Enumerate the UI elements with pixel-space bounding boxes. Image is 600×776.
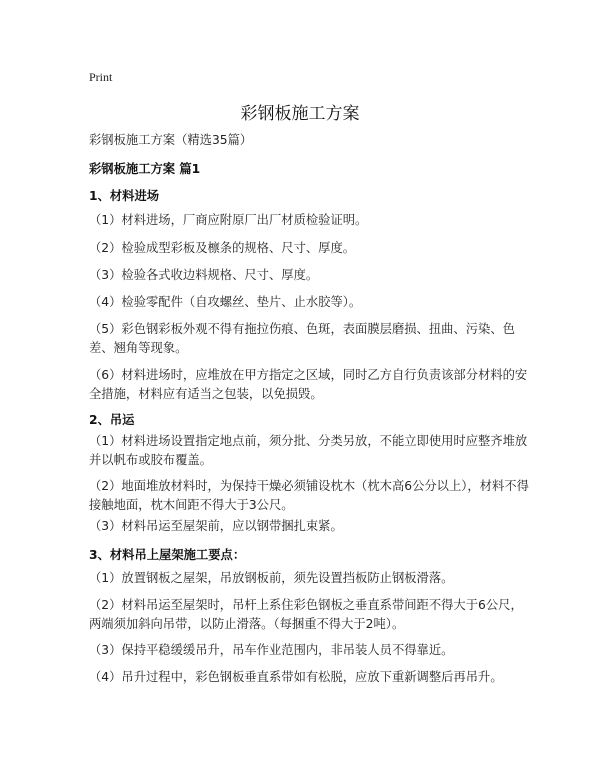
document-title: 彩钢板施工方案 [240,104,360,124]
list-item: （4）检验零配件（自攻螺丝、垫片、止水胶等）。 [89,295,362,309]
print-label[interactable]: Print [89,70,113,84]
list-item: （5）彩色钢彩板外观不得有拖拉伤痕、色斑，表面膜层磨损、扭曲、污染、色差、翘角等现象。 [89,322,515,355]
section-heading: 1、材料进场 [89,189,160,203]
list-item: （3）保持平稳缓缓吊升，吊车作业范围内，非吊装人员不得靠近。 [89,643,454,657]
list-item: （3）材料吊运至屋架前，应以钢带捆扎束紧。 [89,519,343,533]
list-item: （1）材料进场，厂商应附原厂出厂材质检验证明。 [89,213,368,227]
article-title: 彩钢板施工方案 篇1 [89,162,201,176]
list-item: （2）检验成型彩板及檩条的规格、尺寸、厚度。 [89,241,356,255]
document-subtitle: 彩钢板施工方案（精选35篇） [89,133,253,147]
section-heading: 3、材料吊上屋架施工要点： [89,548,246,562]
list-item: （3）检验各式收边料规格、尺寸、厚度。 [89,268,319,282]
list-item: （2）材料吊运至屋架时，吊杆上系住彩色钢板之垂直系带间距不得大于6公尺，两端须加斜向吊带，以防止滑落。（每捆重不得大于2吨）。 [89,598,523,631]
list-item: （1）材料进场设置指定地点前，须分批、分类另放，不能立即使用时应整齐堆放并以帆布或胶布覆盖。 [89,434,528,467]
section-heading: 2、吊运 [89,413,135,427]
list-item: （6）材料进场时，应堆放在甲方指定之区域，同时乙方自行负责该部分材料的安全措施，材料应有适当之包装，以免损毁。 [89,368,528,401]
list-item: （1）放置钢板之屋架，吊放钢板前，须先设置挡板防止钢板滑落。 [89,571,454,585]
list-item: （4）吊升过程中，彩色钢板垂直系带如有松脱，应放下重新调整后再吊升。 [89,670,503,684]
list-item: （2）地面堆放材料时，为保持干燥必须铺设枕木（枕木高6公分以上），材料不得接触地面，枕木间距不得大于3公尺。 [89,479,529,512]
